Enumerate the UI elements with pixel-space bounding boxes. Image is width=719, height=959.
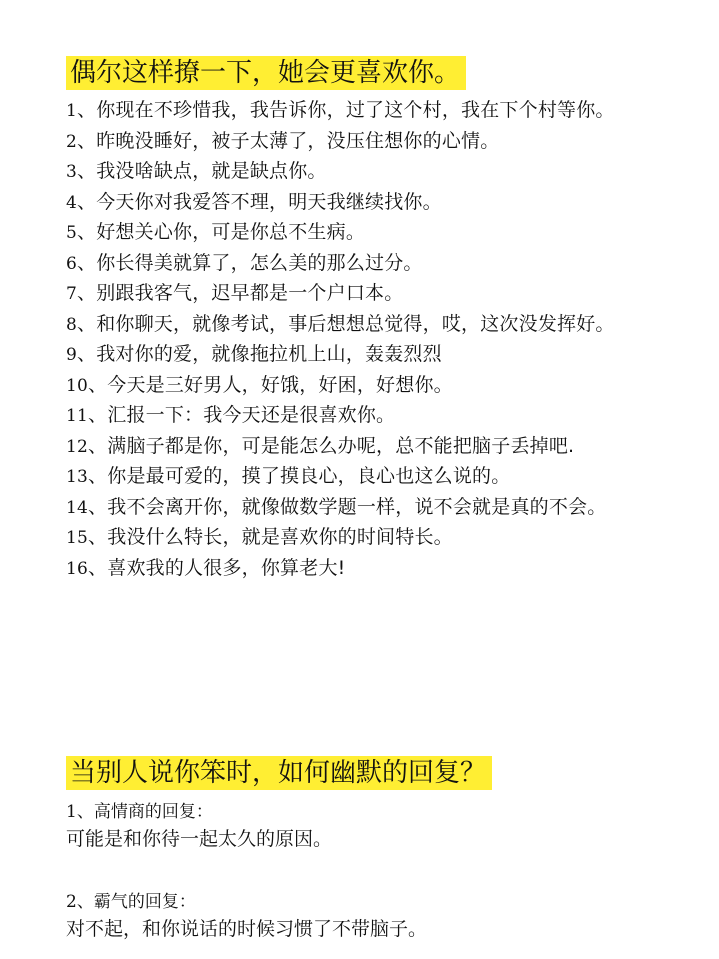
reply-block — [66, 799, 686, 853]
item-text: 汇报一下：我今天还是很喜欢你。 — [107, 404, 396, 426]
reply-text: 对不起，和你说话的时候习惯了不带脑子。 — [66, 918, 428, 940]
item-text: 我不会离开你，就像做数学题一样，说不会就是真的不会。 — [107, 495, 607, 518]
item-number: 13 — [66, 467, 89, 487]
item-number: 15 — [66, 528, 89, 548]
item-number: 16 — [66, 558, 89, 579]
list-item — [66, 371, 666, 402]
item-text: 你是最可爱的，摸了摸良心，良心也这么说的。 — [107, 465, 511, 487]
item-separator: 、 — [77, 221, 97, 243]
item-separator: 、 — [77, 190, 97, 213]
item-text: 我对你的爱，就像拖拉机上山，轰轰烈烈 — [96, 343, 442, 365]
reply-number: 2 — [66, 892, 77, 912]
reply-label: 霸气的回复： — [93, 892, 196, 912]
item-number: 14 — [66, 497, 89, 518]
item-text: 今天是三好男人，好饿，好困，好想你。 — [107, 373, 453, 396]
list-item — [66, 127, 666, 158]
section-2-heading: 当别人说你笨时，如何幽默的回复？ — [66, 756, 492, 790]
item-separator: 、 — [88, 465, 108, 487]
item-number: 1 — [66, 101, 78, 121]
reply-separator: 、 — [76, 802, 94, 822]
item-number: 9 — [66, 345, 78, 365]
list-item — [66, 249, 666, 280]
item-separator: 、 — [77, 160, 97, 182]
item-number: 5 — [66, 223, 78, 243]
item-separator: 、 — [77, 343, 97, 365]
item-text: 今天你对我爱答不理，明天我继续找你。 — [96, 190, 442, 213]
reply-text: 可能是和你待一起太久的原因。 — [66, 828, 333, 850]
list-item — [66, 188, 666, 219]
list-item — [66, 310, 666, 341]
item-number: 8 — [66, 314, 78, 335]
item-separator: 、 — [88, 373, 108, 396]
item-number: 2 — [66, 131, 78, 152]
item-text: 你现在不珍惜我，我告诉你，过了这个村，我在下个村等你。 — [96, 99, 615, 121]
item-number: 10 — [66, 375, 89, 396]
item-number: 3 — [66, 162, 78, 182]
item-text: 昨晚没睡好，被子太薄了，没压住想你的心情。 — [96, 129, 500, 152]
item-text: 我没什么特长，就是喜欢你的时间特长。 — [107, 526, 453, 548]
list-item — [66, 432, 666, 463]
list-item — [66, 493, 666, 524]
item-separator: 、 — [77, 129, 97, 152]
item-text: 你长得美就算了，怎么美的那么过分。 — [96, 251, 423, 274]
item-number: 7 — [66, 284, 78, 304]
item-separator: 、 — [77, 99, 97, 121]
reply-separator: 、 — [76, 892, 94, 912]
item-text: 满脑子都是你，可是能怎么办呢，总不能把脑子丢掉吧. — [107, 434, 575, 457]
list-item — [66, 523, 666, 554]
list-item — [66, 401, 666, 432]
reply-label: 高情商的回复： — [93, 802, 213, 822]
list-item — [66, 340, 666, 371]
reply-label-line — [66, 889, 686, 915]
item-separator: 、 — [77, 251, 97, 274]
item-separator: 、 — [77, 312, 97, 335]
item-separator: 、 — [88, 434, 108, 457]
list-item — [66, 462, 666, 493]
list-item — [66, 218, 666, 249]
item-text: 别跟我客气，迟早都是一个户口本。 — [96, 282, 404, 304]
section-1-heading: 偶尔这样撩一下，她会更喜欢你。 — [66, 56, 466, 90]
pickup-lines-list — [66, 96, 666, 584]
item-number: 4 — [66, 192, 78, 213]
item-text: 喜欢我的人很多，你算老大! — [107, 556, 346, 579]
item-text: 我没啥缺点，就是缺点你。 — [96, 160, 327, 182]
item-separator: 、 — [88, 556, 108, 579]
reply-number: 1 — [66, 802, 77, 822]
list-item — [66, 279, 666, 310]
list-item — [66, 96, 666, 127]
reply-label-line — [66, 799, 686, 825]
item-separator: 、 — [88, 404, 108, 426]
list-item — [66, 554, 666, 585]
item-separator: 、 — [88, 526, 108, 548]
item-text: 好想关心你，可是你总不生病。 — [96, 221, 366, 243]
item-number: 11 — [66, 406, 89, 426]
item-number: 12 — [66, 436, 89, 457]
list-item — [66, 157, 666, 188]
item-separator: 、 — [88, 495, 108, 518]
item-number: 6 — [66, 253, 78, 274]
item-separator: 、 — [77, 282, 97, 304]
item-text: 和你聊天，就像考试，事后想想总觉得，哎，这次没发挥好。 — [96, 312, 615, 335]
reply-block — [66, 889, 686, 943]
